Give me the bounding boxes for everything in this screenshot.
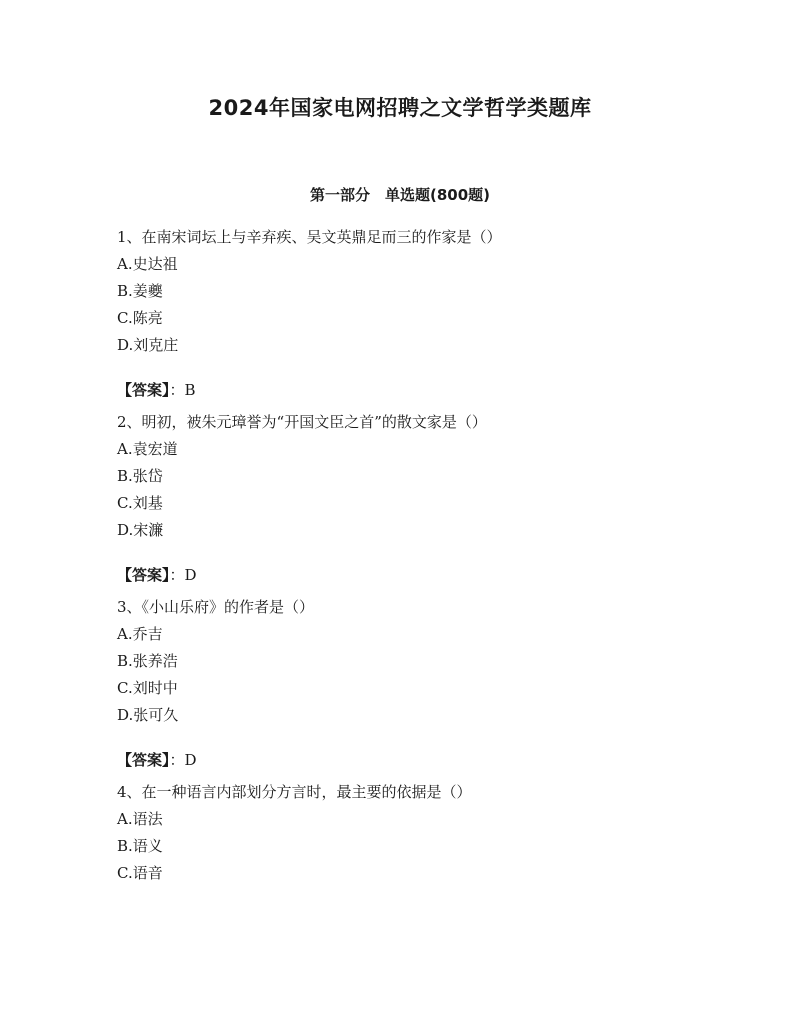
- option-c: C.陈亮: [117, 309, 163, 327]
- option-a: A.袁宏道: [117, 440, 178, 458]
- option-a: A.乔吉: [117, 625, 163, 643]
- option-b: B.张养浩: [117, 652, 178, 670]
- answer-label: 【答案】: [117, 566, 170, 584]
- option-c: C.刘时中: [117, 679, 178, 697]
- option-d: D.张可久: [117, 706, 179, 724]
- document-title: 2024年国家电网招聘之文学哲学类题库: [208, 96, 592, 120]
- question-stem: 1、在南宋词坛上与辛弃疾、吴文英鼎足而三的作家是（）: [117, 228, 502, 246]
- option-a: A.语法: [117, 810, 163, 828]
- option-d: D.宋濂: [117, 521, 164, 539]
- option-b: B.张岱: [117, 467, 163, 485]
- answer-line: [117, 377, 717, 404]
- answer-line: [117, 747, 717, 774]
- answer-label: 【答案】: [117, 381, 170, 399]
- option-b: B.语义: [117, 837, 163, 855]
- question-4: [117, 779, 717, 887]
- question-3: [117, 594, 717, 774]
- answer-value: ：B: [169, 381, 196, 399]
- answer-value: ：D: [169, 566, 197, 584]
- question-2: [117, 409, 717, 589]
- option-b: B.姜夔: [117, 282, 163, 300]
- question-1: [117, 224, 717, 404]
- question-stem: 2、明初，被朱元璋誉为“开国文臣之首”的散文家是（）: [117, 413, 487, 431]
- question-stem: 4、在一种语言内部划分方言时，最主要的依据是（）: [117, 783, 472, 801]
- answer-label: 【答案】: [117, 751, 170, 769]
- option-d: D.刘克庄: [117, 336, 179, 354]
- option-a: A.史达祖: [117, 255, 178, 273]
- answer-value: ：D: [169, 751, 197, 769]
- question-stem: 3、《小山乐府》的作者是（）: [117, 598, 315, 616]
- option-c: C.语音: [117, 864, 163, 882]
- answer-line: [117, 562, 717, 589]
- question-list: [117, 224, 717, 887]
- option-c: C.刘基: [117, 494, 163, 512]
- section-title: 第一部分 单选题(800题): [309, 186, 491, 204]
